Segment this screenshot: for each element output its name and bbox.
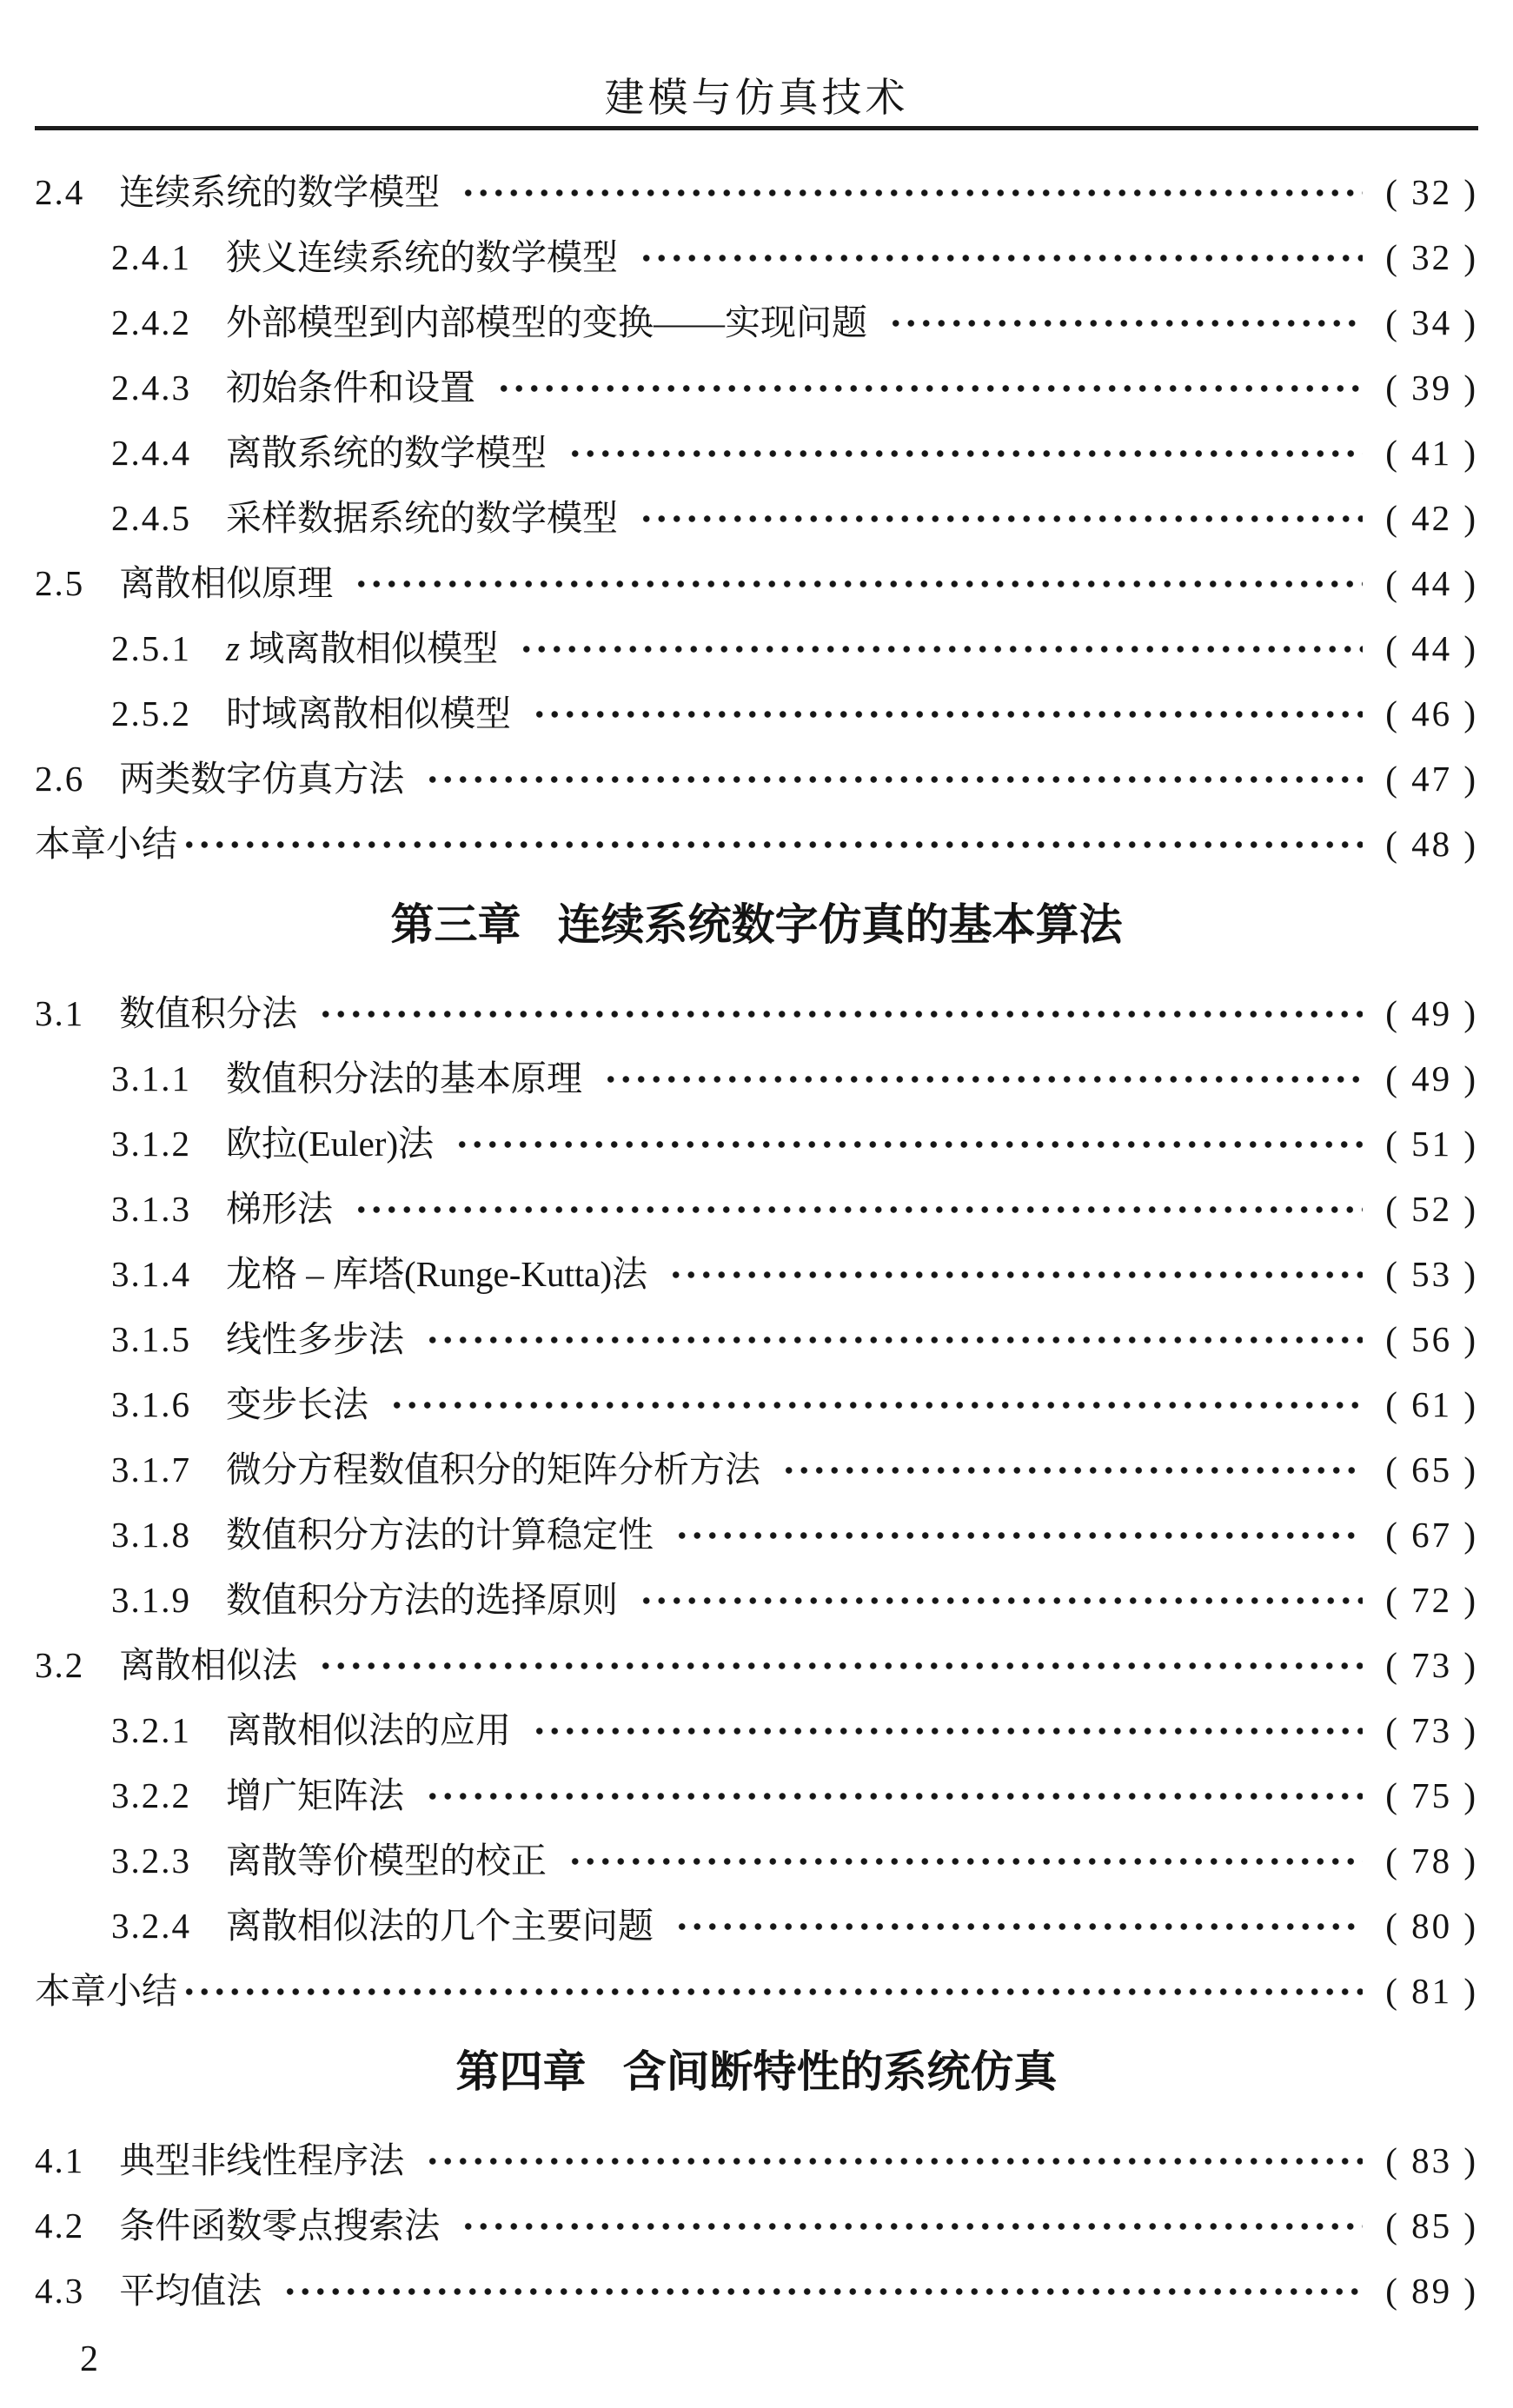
entry-number: 3.1.3 [111,1189,191,1229]
running-head: 建模与仿真技术 [604,76,909,120]
page-number: ( 85 ) [1385,2206,1478,2245]
dot-leader [496,368,1363,408]
toc-entry [35,681,1478,746]
entry-number: 2.4.5 [111,498,191,538]
entry-number: 3.2.2 [111,1775,191,1815]
page-number: ( 81 ) [1385,1971,1478,2011]
entry-number: 3.2.3 [111,1841,191,1881]
page-number: ( 89 ) [1385,2271,1478,2311]
dot-leader [425,2141,1363,2181]
entry-title: z 域离散相似模型 [226,628,499,668]
entry-title: 本章小结 [35,1971,177,2011]
entry-title: 初始条件和设置 [226,368,475,408]
entry-number: 2.5.1 [111,628,191,668]
toc-entry [35,1046,1478,1111]
page-number: ( 73 ) [1385,1710,1478,1750]
entry-number: 3.1.1 [111,1058,191,1098]
dot-leader [425,1776,1363,1816]
chapter-title: 含间断特性的系统仿真 [622,2047,1058,2096]
dot-leader [354,564,1363,604]
toc-entry [35,1828,1478,1894]
entry-title: 两类数字仿真方法 [119,759,405,799]
toc-entry [35,355,1478,421]
entry-number: 4.3 [35,2271,85,2311]
page-number: ( 61 ) [1385,1384,1478,1424]
page-number: ( 32 ) [1385,237,1478,277]
toc-entry [35,981,1478,1046]
dot-leader [639,238,1363,278]
toc-entry [35,160,1478,225]
toc-entry [35,1307,1478,1372]
entry-title: 增广矩阵法 [226,1775,404,1815]
page-number: ( 80 ) [1385,1906,1478,1946]
toc-entry [35,616,1478,681]
entry-number: 4.1 [35,2140,85,2180]
toc-entry [35,421,1478,486]
chapter-heading [35,2046,1478,2097]
page-number: ( 42 ) [1385,498,1478,538]
entry-title: 离散系统的数学模型 [226,433,547,473]
dot-leader [425,1320,1363,1360]
toc-entry [35,1437,1478,1503]
page-number: ( 44 ) [1385,628,1478,668]
entry-title: 离散相似法的几个主要问题 [226,1906,654,1946]
page-number: ( 65 ) [1385,1449,1478,1489]
chapter-heading [35,899,1478,950]
page-number: ( 49 ) [1385,1058,1478,1098]
page-number: ( 78 ) [1385,1841,1478,1881]
page-number: ( 52 ) [1385,1189,1478,1229]
toc-entry [35,2259,1478,2324]
entry-title: 数值积分法 [119,993,298,1033]
entry-number: 4.2 [35,2206,85,2245]
entry-title: 欧拉(Euler)法 [226,1124,435,1164]
entry-number: 2.5.2 [111,693,191,733]
page-number: ( 47 ) [1385,759,1478,799]
entry-number: 3.1.2 [111,1124,191,1164]
toc-entry [35,2193,1478,2259]
entry-title: 龙格 – 库塔(Runge-Kutta)法 [226,1254,648,1294]
entry-title: 条件函数零点搜索法 [119,2206,441,2245]
dot-leader [455,1124,1363,1164]
folio-page-number: 2 [80,2339,98,2379]
dot-leader [781,1450,1363,1490]
dot-leader [389,1385,1363,1425]
entry-number: 3.1.8 [111,1515,191,1555]
chapter-title: 连续系统数字仿真的基本算法 [557,900,1123,949]
entry-title: 外部模型到内部模型的变换——实现问题 [226,302,867,342]
page-number: ( 44 ) [1385,563,1478,603]
toc-entry [35,812,1478,877]
dot-leader [674,1516,1363,1556]
entry-title: 离散相似原理 [119,563,334,603]
entry-number: 2.4.3 [111,368,191,408]
dot-leader [567,434,1363,474]
entry-title: 离散相似法的应用 [226,1710,511,1750]
toc-entry [35,1177,1478,1242]
entry-number: 3.1.6 [111,1384,191,1424]
entry-title: 数值积分方法的选择原则 [226,1580,618,1620]
entry-number: 3.1.4 [111,1254,191,1294]
entry-number: 2.5 [35,563,85,603]
dot-leader [461,2206,1363,2246]
dot-leader [425,760,1363,799]
dot-leader [639,499,1363,539]
page-number: ( 56 ) [1385,1319,1478,1359]
dot-leader [282,2272,1363,2312]
entry-number: 3.2.1 [111,1710,191,1750]
toc-entry [35,1568,1478,1633]
entry-number: 3.1.9 [111,1580,191,1620]
toc-entry [35,225,1478,290]
page-number: ( 73 ) [1385,1645,1478,1685]
dot-leader [182,1972,1363,2012]
page-number: ( 34 ) [1385,302,1478,342]
entry-title: 离散等价模型的校正 [226,1841,547,1881]
entry-number: 3.1 [35,993,85,1033]
entry-title: 数值积分方法的计算稳定性 [226,1515,654,1555]
chapter-number: 第四章 [455,2047,587,2096]
toc-entry [35,486,1478,551]
toc-entry [35,2128,1478,2193]
entry-title: 时域离散相似模型 [226,693,511,733]
entry-title: 数值积分法的基本原理 [226,1058,582,1098]
entry-title: 连续系统的数学模型 [119,172,441,212]
entry-title: 线性多步法 [226,1319,404,1359]
page-number: ( 53 ) [1385,1254,1478,1294]
toc-entry [35,746,1478,812]
entry-number: 2.4 [35,172,85,212]
toc-entry [35,1503,1478,1568]
dot-leader [318,1646,1363,1686]
toc-entry [35,1242,1478,1307]
entry-number: 3.2 [35,1645,85,1685]
page-number: ( 75 ) [1385,1775,1478,1815]
dot-leader [603,1059,1363,1099]
dot-leader [674,1907,1363,1947]
dot-leader [668,1255,1363,1295]
dot-leader [567,1841,1363,1881]
entry-number: 3.1.7 [111,1449,191,1489]
toc-entry [35,551,1478,616]
dot-leader [461,173,1363,213]
entry-number: 2.6 [35,759,85,799]
page-number: ( 48 ) [1385,824,1478,864]
entry-number: 3.2.4 [111,1906,191,1946]
header-rule [35,126,1478,130]
page-number: ( 39 ) [1385,368,1478,408]
page-number: ( 46 ) [1385,693,1478,733]
entry-title: 典型非线性程序法 [119,2140,405,2180]
entry-title: 平均值法 [119,2271,262,2311]
entry-title: 采样数据系统的数学模型 [226,498,618,538]
entry-number: 2.4.2 [111,302,191,342]
dot-leader [888,303,1363,343]
toc-entry [35,1372,1478,1437]
entry-number: 2.4.1 [111,237,191,277]
toc-entry [35,1894,1478,1959]
entry-number: 3.1.5 [111,1319,191,1359]
entry-number: 2.4.4 [111,433,191,473]
entry-title: 离散相似法 [119,1645,298,1685]
toc-entry [35,1111,1478,1177]
toc-entry [35,1698,1478,1763]
toc-entry [35,290,1478,355]
entry-title: 狭义连续系统的数学模型 [226,237,618,277]
dot-leader [354,1190,1363,1230]
toc-entry [35,1633,1478,1698]
entry-title: 微分方程数值积分的矩阵分析方法 [226,1449,760,1489]
entry-title: 变步长法 [226,1384,368,1424]
page-number: ( 41 ) [1385,433,1478,473]
page-number: ( 83 ) [1385,2140,1478,2180]
page-number: ( 72 ) [1385,1580,1478,1620]
page-number: ( 49 ) [1385,993,1478,1033]
toc-entry [35,1763,1478,1828]
entry-title: 本章小结 [35,824,177,864]
chapter-number: 第三章 [390,900,521,949]
dot-leader [519,629,1363,669]
page-number: ( 51 ) [1385,1124,1478,1164]
dot-leader [532,694,1363,734]
page-number: ( 32 ) [1385,172,1478,212]
dot-leader [182,825,1363,865]
dot-leader [318,994,1363,1034]
toc-list [35,160,1478,2324]
entry-title: 梯形法 [226,1189,333,1229]
dot-leader [639,1581,1363,1621]
toc-entry [35,1959,1478,2024]
dot-leader [532,1711,1363,1751]
page-number: ( 67 ) [1385,1515,1478,1555]
